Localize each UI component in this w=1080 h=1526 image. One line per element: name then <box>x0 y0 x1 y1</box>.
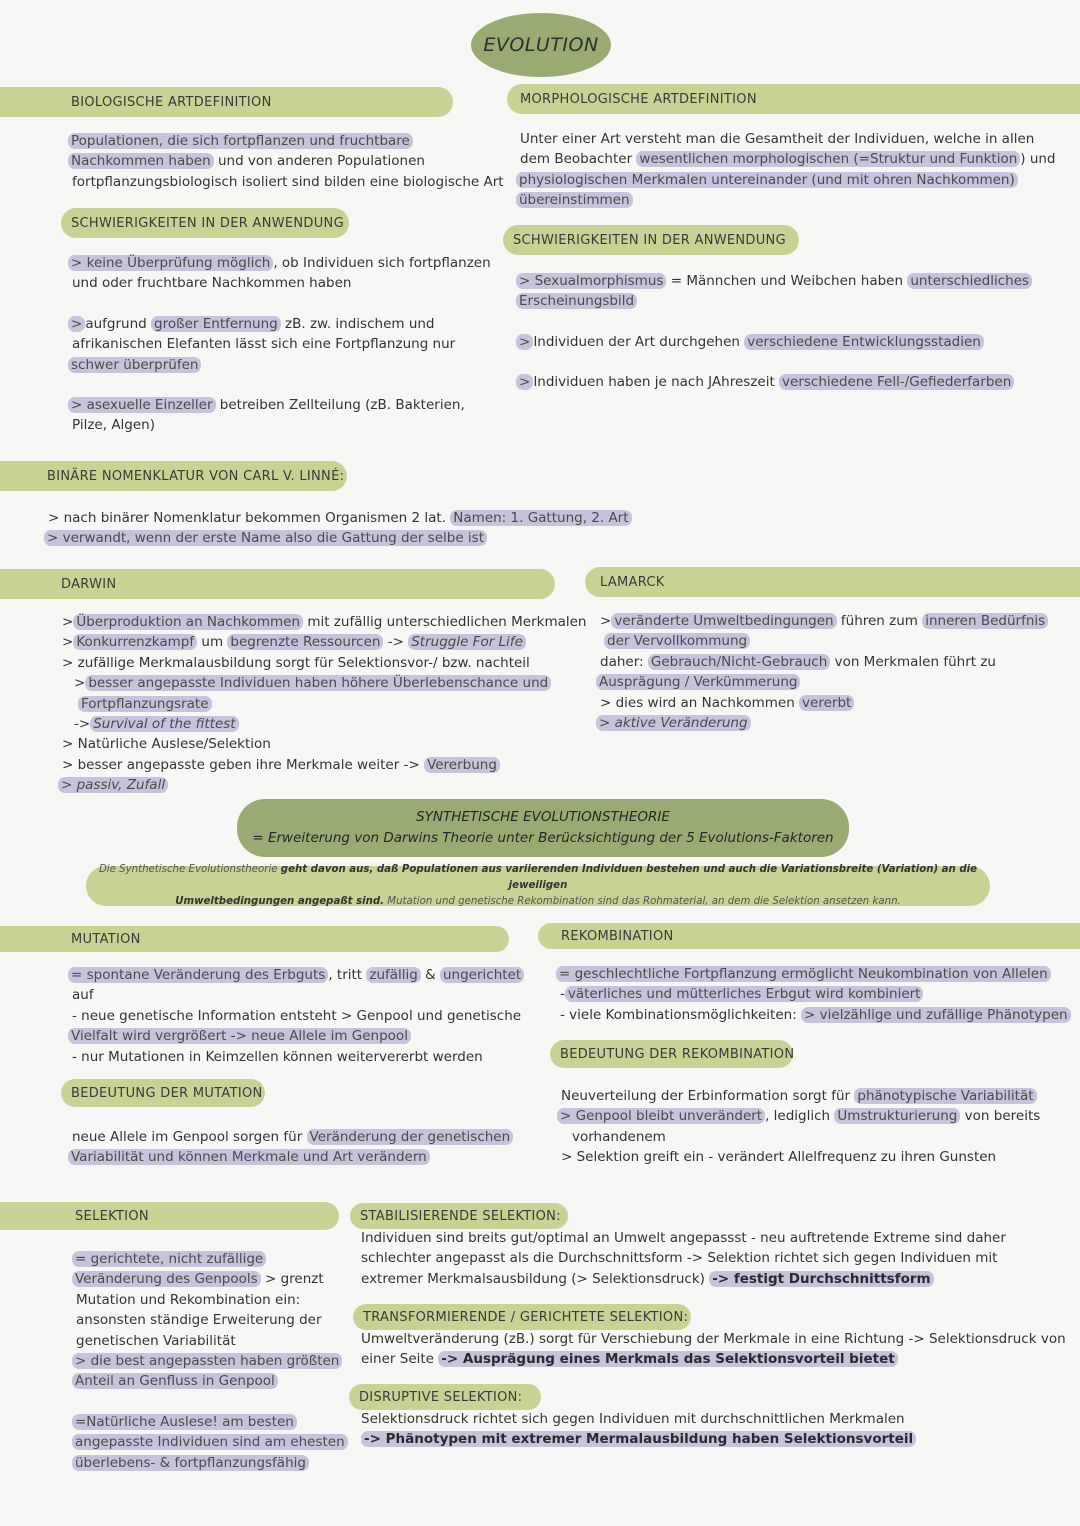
heading-transformierende-selektion: TRANSFORMIERENDE / GERICHTETE SELEKTION: <box>353 1304 691 1330</box>
synthetische-evolutionstheorie-banner <box>237 799 849 857</box>
text-line: fortpflanzungsbiologisch isoliert sind bilden eine biologische Art <box>72 173 504 190</box>
text-line <box>596 693 1048 713</box>
text-line <box>58 714 586 734</box>
text-span: > <box>600 613 612 629</box>
highlight: verschiedene Fell-/Gefiederfarben <box>779 374 1014 390</box>
text-line <box>68 355 491 375</box>
text-line <box>72 1351 348 1371</box>
highlight: inneren Bedürfnis <box>922 613 1048 629</box>
text-line: auf <box>72 987 94 1004</box>
text-span: - viele Kombinationsmöglichkeiten: <box>560 1006 802 1023</box>
highlight: veränderte Umweltbedingungen <box>611 613 836 629</box>
text-span: Neuverteilung der Erbinformation sorgt für <box>561 1088 855 1104</box>
highlight: = geschlechtliche Fortpflanzung ermöglicht Neukombination von Allelen <box>556 966 1051 982</box>
text-line <box>68 375 491 395</box>
highlight: schwer überprüfen <box>68 357 201 373</box>
text-span: ) und <box>1020 151 1056 168</box>
text-span: > <box>62 634 74 651</box>
highlight: der Vervollkommung <box>604 633 750 649</box>
text-line <box>361 1349 1066 1369</box>
text-span: -> <box>383 634 409 651</box>
text-line <box>596 652 1048 672</box>
text-line <box>68 1147 513 1167</box>
text-line: > Natürliche Auslese/Selektion <box>62 736 271 753</box>
highlight: besser angepasste Individuen haben höhere Überlebenschance und <box>85 675 551 691</box>
highlight: > <box>516 374 533 390</box>
text-span: führen zum <box>836 613 923 629</box>
text-span: - <box>560 986 565 1003</box>
text-line <box>516 271 1032 291</box>
text-line: Selektionsdruck richtet sich gegen Individuen mit durchschnittlichen Merkmalen <box>361 1411 905 1427</box>
mutation-bedeutung-text <box>68 1127 513 1168</box>
text-span: und von anderen Populationen <box>213 153 425 170</box>
synth-title: SYNTHETISCHE EVOLUTIONSTHEORIE <box>416 809 670 825</box>
text-line: afrikanischen Elefanten lässt sich eine Fortpflanzung nur <box>72 336 456 353</box>
highlight: Fortpflanzungsrate <box>78 696 212 712</box>
text-span: -> <box>74 716 91 733</box>
text-span: daher: <box>600 653 648 670</box>
highlight: > keine Überprüfung möglich <box>68 255 273 271</box>
text-span: Individuen haben je nach JAhreszeit <box>533 374 780 391</box>
text-span: & <box>420 967 440 983</box>
text-line: Mutation und Rekombination ein: <box>76 1291 301 1308</box>
highlight: =Natürliche Auslese! am besten <box>72 1414 297 1430</box>
text-span: , lediglich <box>765 1108 835 1125</box>
text-span: > <box>74 675 86 692</box>
heading-bio-schwierigkeiten: SCHWIERIGKEITEN IN DER ANWENDUNG <box>61 208 349 238</box>
text-span: betreiben Zellteilung (zB. Bakterien, <box>215 397 465 414</box>
highlight: ungerichtet <box>440 967 524 983</box>
highlight: unterschiedliches <box>907 273 1032 289</box>
highlight: verschiedene Entwicklungsstadien <box>744 334 984 350</box>
text-span: neue Allele im Genpool sorgen für <box>72 1129 307 1145</box>
text-line: Pilze, Algen) <box>72 417 156 434</box>
text-line <box>68 965 524 985</box>
text-line <box>556 964 1071 984</box>
text-line <box>596 631 1048 651</box>
text-line <box>557 1086 1040 1106</box>
highlight: = spontane Veränderung des Erbguts <box>68 967 328 983</box>
highlight: -> Ausprägung eines Merkmals das Selektionsvorteil bietet <box>438 1351 897 1367</box>
highlight: > <box>516 334 533 350</box>
text-span: > besser angepasste geben ihre Merkmale weiter -> <box>62 756 425 773</box>
heading-disruptive-selektion: DISRUPTIVE SELEKTION: <box>349 1384 541 1410</box>
text-line: schlechter angepasst als die Durchschnittsform -> Selektion richtet sich gegen Individuen mit <box>361 1250 998 1267</box>
text-span: > <box>62 614 74 630</box>
text-line <box>68 1127 513 1147</box>
text-line <box>557 1106 1040 1126</box>
text-line: - nur Mutationen in Keimzellen können weitervererbt werden <box>72 1048 483 1065</box>
text-line <box>68 151 504 171</box>
highlight: phänotypische Variabilität <box>854 1088 1036 1104</box>
text-line <box>68 1026 524 1046</box>
text-line <box>68 395 491 415</box>
heading-morph-schwierigkeiten: SCHWIERIGKEITEN IN DER ANWENDUNG <box>503 225 799 255</box>
text-line <box>72 1249 348 1269</box>
highlight: Vielfalt wird vergrößert -> neue Allele im Genpool <box>68 1028 411 1044</box>
text-span: Individuen der Art durchgehen <box>533 333 745 350</box>
text-line <box>58 673 586 693</box>
morph-definition <box>516 129 1056 211</box>
text-line <box>516 291 1032 311</box>
highlight: physiologischen Merkmalen untereinander (und mit ohren Nachkommen) <box>516 172 1018 188</box>
text-line <box>516 190 1056 210</box>
heading-stabilisierende-selektion: STABILISIERENDE SELEKTION: <box>350 1203 568 1229</box>
text-line <box>72 1453 348 1473</box>
highlight: begrenzte Ressourcen <box>227 634 383 650</box>
highlight: Konkurrenzkampf <box>73 634 197 650</box>
text-line <box>516 149 1056 169</box>
text-line: > zufällige Merkmalausbildung sorgt für Selektionsvor-/ bzw. nachteil <box>62 654 530 671</box>
highlight: überlebens- & fortpflanzungsfähig <box>72 1455 309 1471</box>
darwin-list <box>58 612 586 796</box>
rekombination-bedeutung-list <box>557 1086 1040 1168</box>
stabilisierende-text <box>361 1228 1006 1289</box>
morph-schwierigkeiten-list <box>516 271 1032 393</box>
text-span: um <box>197 634 228 651</box>
text-span: , ob Individuen sich fortpflanzen <box>273 255 491 271</box>
text-line: Individuen sind breits gut/optimal an Umwelt angepassst - neu auftretende Extreme sind daher <box>361 1230 1006 1246</box>
text-line: vorhandenem <box>572 1128 666 1145</box>
text-line <box>58 694 586 714</box>
text-line <box>68 131 504 151</box>
highlight: = gerichtete, nicht zufällige <box>72 1251 266 1267</box>
text-line <box>361 1269 1006 1289</box>
synth-subtitle: = Erweiterung von Darwins Theorie unter Berücksichtigung der 5 Evolutions-Faktoren <box>252 830 834 846</box>
text-span: von bereits <box>960 1108 1041 1125</box>
highlight: zufällig <box>366 967 421 983</box>
bio-definition <box>68 131 504 192</box>
text-line <box>72 1412 348 1432</box>
heading-lamarck: LAMARCK <box>585 567 1080 597</box>
highlight: > <box>68 316 85 332</box>
text-line <box>58 612 586 632</box>
bio-schwierigkeiten-list <box>68 253 491 436</box>
highlight: > verwandt, wenn der erste Name also die Gattung der selbe ist <box>44 530 487 546</box>
heading-bedeutung-rekombination: BEDEUTUNG DER REKOMBINATION <box>550 1040 793 1068</box>
selektion-list <box>72 1249 348 1473</box>
highlight: Ausprägung / Verkümmerung <box>596 674 800 690</box>
text-line <box>68 314 491 334</box>
text-line: Umweltveränderung (zB.) sorgt für Verschiebung der Merkmale in eine Richtung -> Selektionsdruck von <box>361 1331 1066 1347</box>
highlight: Populationen, die sich fortpflanzen und fruchtbare <box>68 133 413 149</box>
heading-selektion: SELEKTION <box>0 1202 339 1230</box>
mutation-list <box>68 965 524 1067</box>
text-line <box>44 508 632 528</box>
highlight: Veränderung des Genpools <box>72 1271 261 1287</box>
text-line <box>72 1392 348 1412</box>
highlight: > passiv, Zufall <box>58 777 168 793</box>
heading-binaere-nomenklatur: BINÄRE NOMENKLATUR VON CARL V. LINNÉ: <box>0 461 347 491</box>
text-line <box>58 632 586 652</box>
heading-rekombination: REKOMBINATION <box>538 923 1080 949</box>
text-line <box>516 372 1032 392</box>
highlight: Gebrauch/Nicht-Gebrauch <box>648 654 830 670</box>
highlight: väterliches und mütterliches Erbgut wird kombiniert <box>565 986 924 1002</box>
text-line <box>516 170 1056 190</box>
text-line <box>556 1005 1071 1025</box>
highlight: -> festigt Durchschnittsform <box>709 1271 933 1287</box>
text-span: mit zufällig unterschiedlichen Merkmalen <box>303 614 587 630</box>
highlight: > asexuelle Einzeller <box>68 397 216 413</box>
highlight: vererbt <box>799 695 854 711</box>
heading-morphologische-artdefinition: MORPHOLOGISCHE ARTDEFINITION <box>507 84 1080 114</box>
text-span: extremer Merkmalsausbildung (> Selektionsdruck) <box>361 1270 710 1287</box>
text-line <box>68 294 491 314</box>
text-line <box>516 332 1032 352</box>
text-line <box>596 611 1048 631</box>
highlight: > aktive Veränderung <box>596 715 751 731</box>
highlight: Überproduktion an Nachkommen <box>73 614 303 630</box>
highlight: Namen: 1. Gattung, 2. Art <box>450 510 631 526</box>
text-span: = Männchen und Weibchen haben <box>666 273 908 289</box>
text-line <box>68 253 491 273</box>
text-line <box>72 1371 348 1391</box>
synth-note: Die Synthetische Evolutionstheorie geht davon aus, daß Populationen aus variierenden Individuen bestehen und auch die Variationsbreite (Variation) an die jeweiligen Umweltbedingungen angepaßt sind. Mutation und genetische Rekombination sind das Rohmaterial, an dem die Selektion ansetzen kann. <box>86 866 990 906</box>
lamarck-list <box>596 611 1048 733</box>
text-line: > Selektion greift ein - verändert Allelfrequenz zu ihren Gunsten <box>561 1149 997 1166</box>
text-span: > grenzt <box>260 1271 324 1288</box>
text-line <box>516 312 1032 332</box>
text-span: zB. zw. indischem und <box>280 315 435 332</box>
highlight: > Genpool bleibt unverändert <box>557 1108 765 1124</box>
text-line: genetischen Variabilität <box>76 1332 236 1349</box>
highlight: Struggle For Life <box>408 634 526 650</box>
text-line <box>596 713 1048 733</box>
highlight: wesentlichen morphologischen (=Struktur und Funktion <box>636 151 1020 167</box>
text-line <box>596 672 1048 692</box>
highlight: großer Entfernung <box>151 316 281 332</box>
highlight: Umstrukturierung <box>834 1108 960 1124</box>
rekombination-list <box>556 964 1071 1025</box>
text-line: und oder fruchtbare Nachkommen haben <box>72 275 352 292</box>
text-span: > dies wird an Nachkommen <box>600 694 800 711</box>
highlight: > die best angepassten haben größten <box>72 1353 342 1369</box>
highlight: Variabilität und können Merkmale und Art verändern <box>68 1149 430 1165</box>
highlight: Vererbung <box>424 757 500 773</box>
highlight: Anteil an Genfluss in Genpool <box>72 1373 278 1389</box>
text-span: > nach binärer Nomenklatur bekommen Organismen 2 lat. <box>48 510 451 526</box>
text-line <box>44 528 632 548</box>
text-line: ansonsten ständige Erweiterung der <box>76 1312 322 1329</box>
text-line <box>58 755 586 775</box>
page-title: EVOLUTION <box>471 13 611 77</box>
text-span: einer Seite <box>361 1351 439 1368</box>
text-line <box>58 775 586 795</box>
text-span: von Merkmalen führt zu <box>830 653 996 670</box>
text-line: - neue genetische Information entsteht > Genpool und genetische <box>72 1007 522 1024</box>
binaer-text <box>44 508 632 549</box>
highlight: Survival of the fittest <box>90 716 238 732</box>
text-line <box>361 1429 916 1449</box>
text-line <box>516 352 1032 372</box>
highlight: angepasste Individuen sind am ehesten <box>72 1434 348 1450</box>
highlight: Nachkommen haben <box>68 153 214 169</box>
text-span: aufgrund <box>85 315 151 332</box>
heading-mutation: MUTATION <box>0 926 509 952</box>
text-span: , tritt <box>328 967 367 983</box>
heading-biologische-artdefinition: BIOLOGISCHE ARTDEFINITION <box>0 87 453 117</box>
transformierende-text <box>361 1329 1066 1370</box>
text-line <box>556 984 1071 1004</box>
disruptive-text <box>361 1409 916 1450</box>
text-line: Unter einer Art versteht man die Gesamtheit der Individuen, welche in allen <box>520 131 1035 147</box>
text-span: dem Beobachter <box>520 151 637 168</box>
highlight: übereinstimmen <box>516 192 633 208</box>
highlight: Veränderung der genetischen <box>307 1129 514 1145</box>
highlight: > Sexualmorphismus <box>516 273 666 289</box>
heading-darwin: DARWIN <box>0 569 555 599</box>
heading-bedeutung-mutation: BEDEUTUNG DER MUTATION <box>61 1079 265 1107</box>
highlight: Erscheinungsbild <box>516 293 637 309</box>
text-line <box>72 1432 348 1452</box>
text-line <box>72 1269 348 1289</box>
highlight: > vielzählige und zufällige Phänotypen <box>801 1007 1071 1023</box>
highlight: -> Phänotypen mit extremer Mermalausbildung haben Selektionsvorteil <box>361 1431 916 1447</box>
